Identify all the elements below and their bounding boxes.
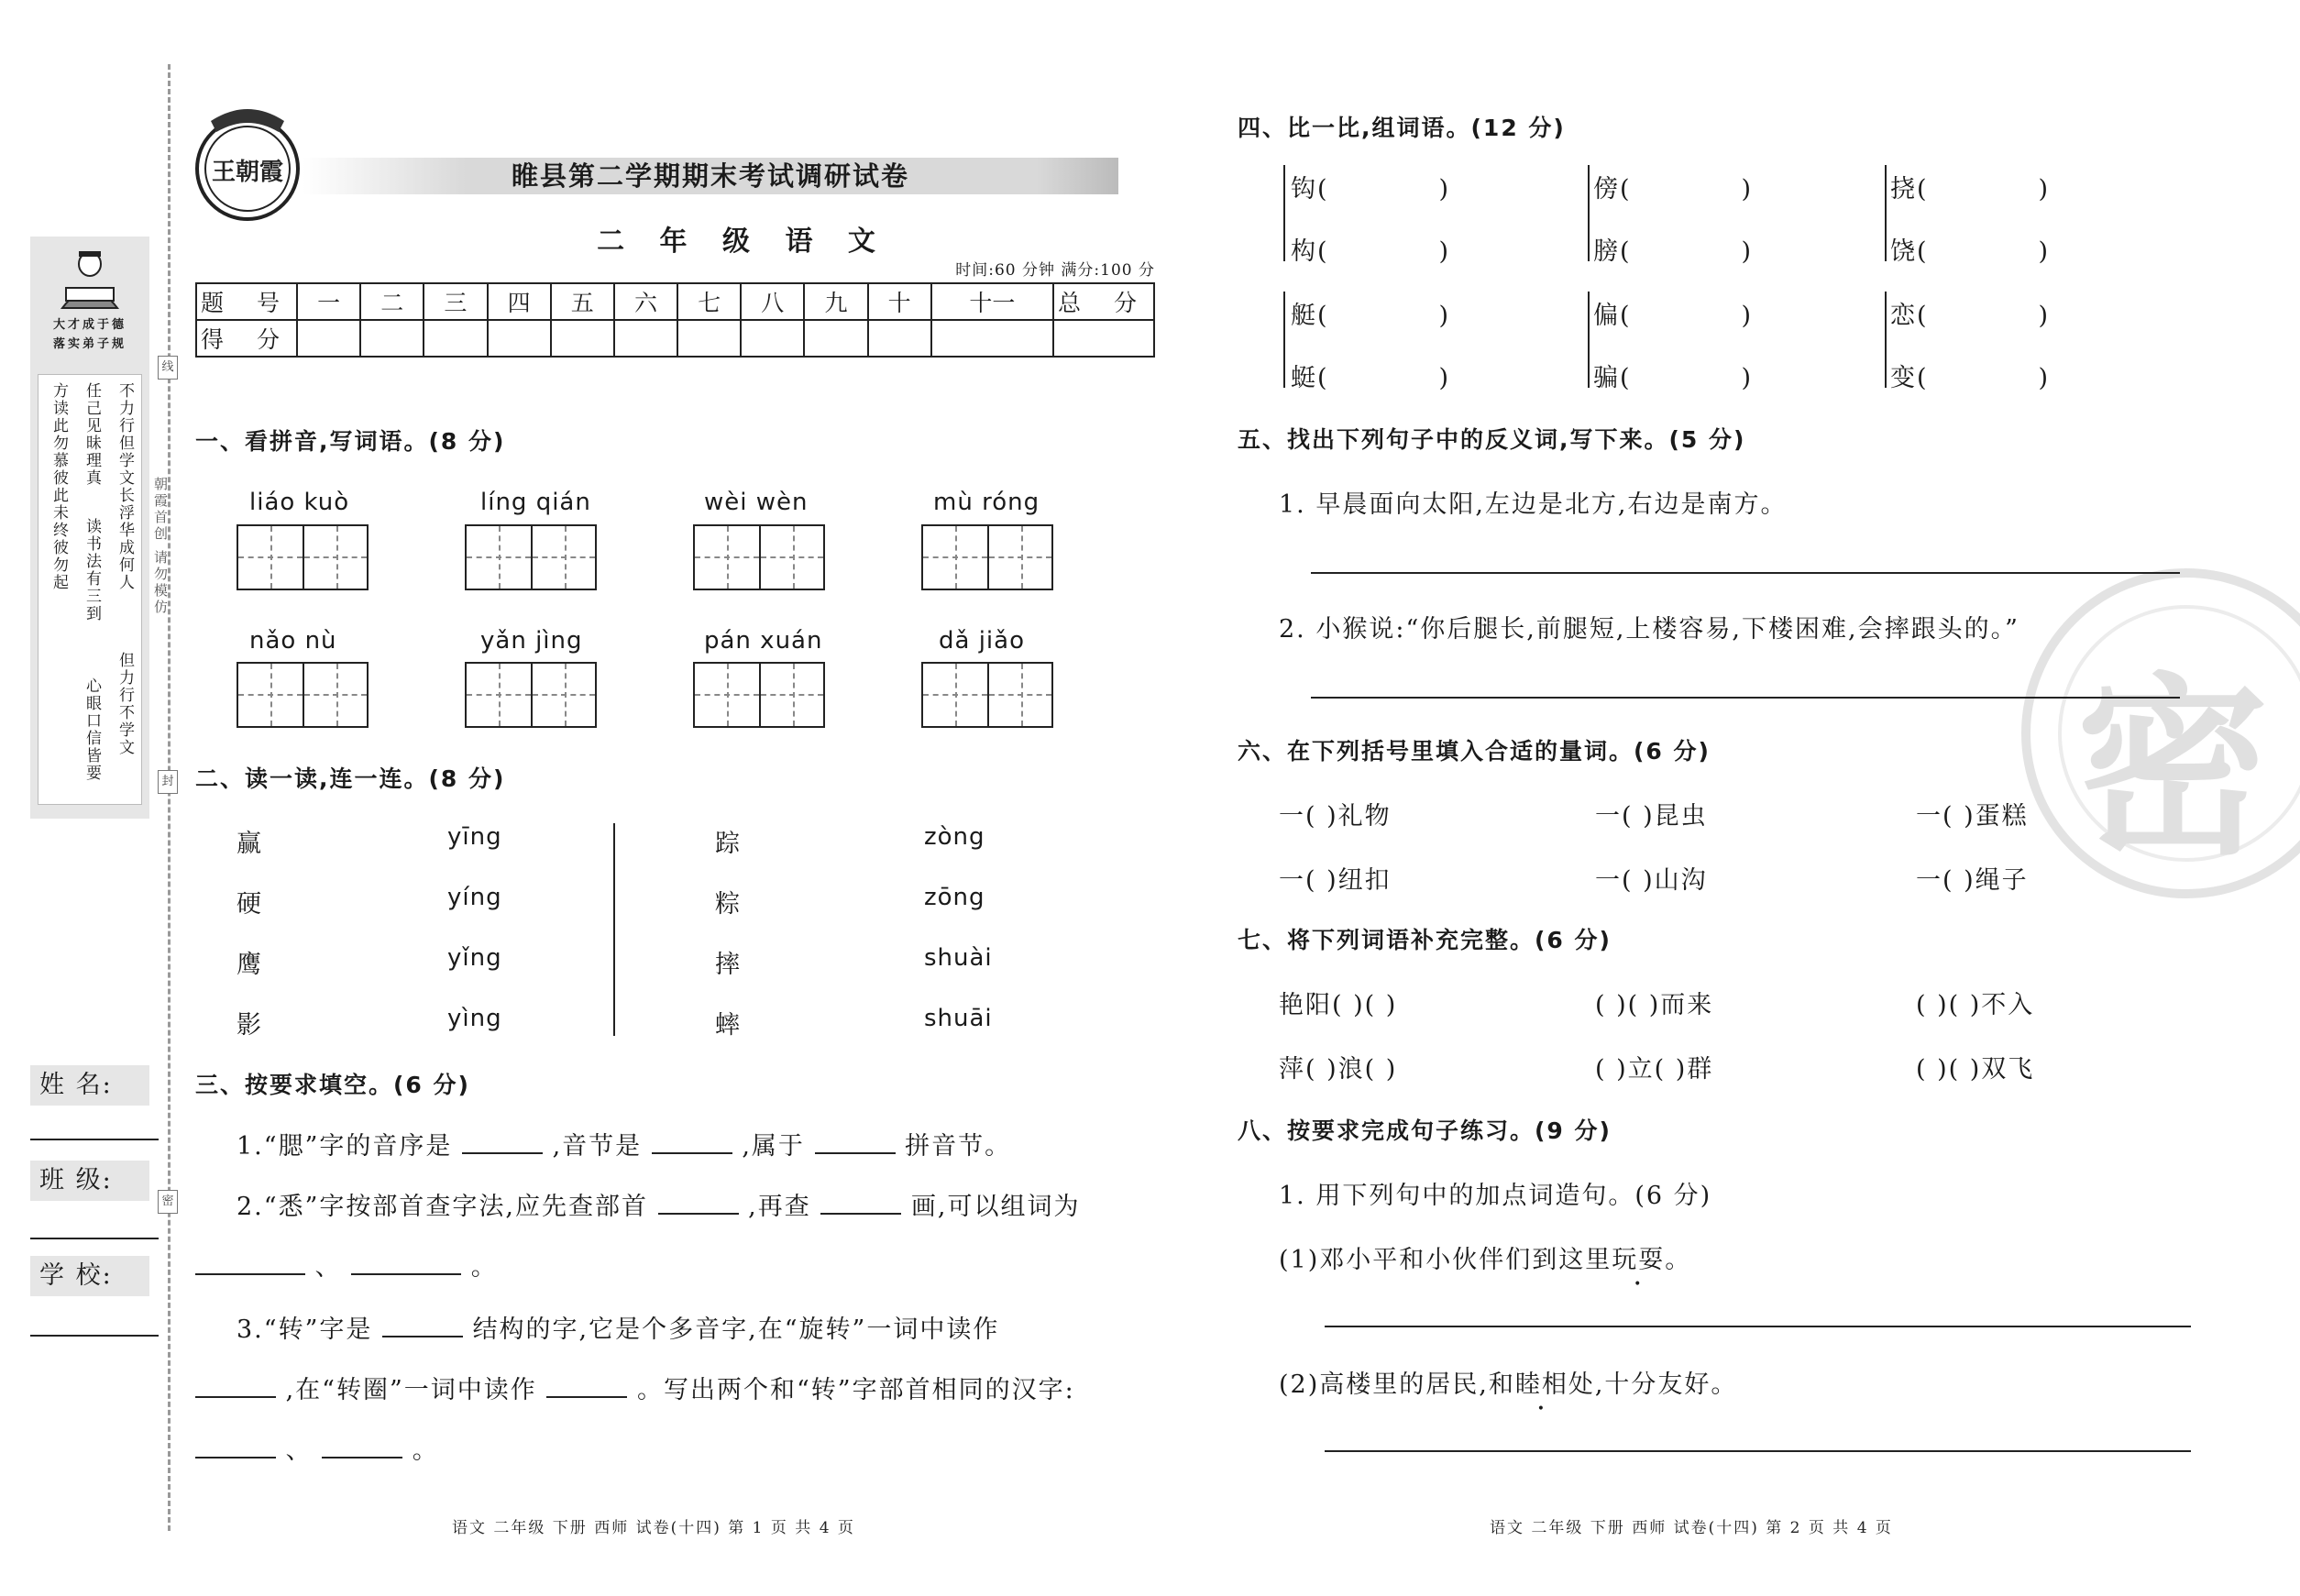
answer-blank[interactable]: [658, 1194, 739, 1215]
fill-question-2: [237, 1186, 1081, 1222]
idiom-item[interactable]: ( )( )双飞: [1916, 1055, 2035, 1084]
score-cell[interactable]: [360, 320, 424, 357]
q3-text-d: 。写出两个和“转”字部首相同的汉字:: [636, 1376, 1075, 1404]
match-pinyin: yíng: [447, 884, 502, 911]
score-cell[interactable]: [297, 320, 360, 357]
answer-line[interactable]: [1325, 1450, 2191, 1452]
paren-close: ): [1741, 364, 1754, 392]
char-a: 钩(: [1291, 175, 1329, 204]
scholar-panel: [30, 237, 149, 819]
measure-word-item[interactable]: 一( )礼物: [1279, 802, 1392, 831]
paren-close: ): [1438, 364, 1451, 392]
match-pinyin: yīng: [447, 823, 502, 851]
q1-text-a: 1.“腮”字的音序是: [237, 1132, 453, 1161]
paren-close: ): [2038, 364, 2051, 392]
group-bracket: [1588, 165, 1590, 261]
word-compare-item: [1890, 295, 2050, 331]
group-bracket: [1885, 292, 1887, 388]
score-table-header: 十: [868, 283, 931, 320]
page-footer-right: 语文 二年级 下册 西师 试卷(十四) 第 2 页 共 4 页: [1490, 1519, 1893, 1537]
group-bracket: [1885, 165, 1887, 261]
measure-word-item[interactable]: 一( )蛋糕: [1916, 802, 2029, 831]
dizigui-col-5: 心眼口信皆要: [83, 677, 101, 782]
match-char: 踪: [715, 830, 742, 858]
q2-text-c: 画,可以组词为: [910, 1193, 1081, 1221]
score-table-header: 五: [551, 283, 614, 320]
q2-separator: 、: [314, 1253, 342, 1282]
pinyin-item: wèi wèn: [704, 489, 809, 516]
pinyin-item: yǎn jìng: [480, 627, 583, 655]
q1-text-b: ,音节是: [552, 1132, 643, 1161]
score-table-score-row: [196, 320, 1154, 357]
paren-close: ): [1438, 237, 1451, 266]
score-cell[interactable]: [868, 320, 931, 357]
section-3-title: 三、按要求填空。(6 分): [195, 1072, 470, 1098]
answer-blank[interactable]: [195, 1378, 276, 1398]
answer-line[interactable]: [1311, 697, 2180, 699]
fill-question-3-cont: [195, 1370, 1075, 1405]
word-compare-item: [1890, 231, 2050, 267]
char-b: 蜓(: [1291, 364, 1329, 392]
q1-text-b: 。: [1665, 1246, 1692, 1274]
char-a: 艇(: [1291, 302, 1329, 330]
score-cell[interactable]: [677, 320, 741, 357]
confidential-stamp: [2021, 568, 2300, 898]
match-char: 蟀: [715, 1011, 742, 1040]
q2-text-a: (2)高楼里的居民,: [1279, 1370, 1489, 1399]
fill-question-3: [237, 1309, 999, 1345]
word-compare-item: [1291, 169, 1450, 204]
q2-text-a: 2.“悉”字按部首查字法,应先查部首: [237, 1193, 648, 1221]
char-a: 傍(: [1593, 175, 1632, 204]
dizigui-col-1: 不力行但学文长浮华成何人: [116, 382, 134, 591]
match-pinyin: zōng: [924, 884, 985, 911]
dizigui-text-box: [38, 374, 142, 805]
answer-blank[interactable]: [820, 1194, 901, 1215]
section-2-title: 二、读一读,连一连。(8 分): [195, 765, 506, 792]
writing-grid[interactable]: [921, 524, 1053, 590]
q3-text-a: 3.“转”字是: [237, 1315, 373, 1344]
motto-line-2: 落实弟子规: [52, 337, 127, 351]
sentence-question-1: [1279, 1239, 1691, 1275]
char-b: 变(: [1890, 364, 1929, 392]
answer-blank[interactable]: [546, 1378, 627, 1398]
idiom-item[interactable]: ( )立( )群: [1595, 1055, 1714, 1084]
score-table-header: 题 号: [196, 283, 297, 320]
q3-end: 。: [412, 1436, 439, 1465]
measure-word-item[interactable]: 一( )昆虫: [1595, 802, 1708, 831]
measure-word-item[interactable]: 一( )纽扣: [1279, 866, 1392, 895]
answer-line[interactable]: [1311, 572, 2180, 574]
motto: [36, 315, 144, 354]
paren-close: ): [1438, 302, 1451, 330]
section-1-title: 一、看拼音,写词语。(8 分): [195, 428, 506, 455]
q3-text-c: ,在“转圈”一词中读作: [285, 1376, 537, 1404]
score-table-header-row: [196, 283, 1154, 320]
paren-close: ): [1741, 237, 1754, 266]
pinyin-item: nǎo nù: [249, 627, 337, 655]
dizigui-col-3: 任己见昧理真: [83, 382, 101, 487]
fill-question-3-end: [195, 1430, 439, 1466]
sentence-question-2: [1279, 1364, 1737, 1400]
writing-grid[interactable]: [921, 662, 1053, 728]
motto-line-1: 大才成于德: [52, 318, 127, 332]
answer-line[interactable]: [1325, 1326, 2191, 1327]
q2-text-b: ,十分友好。: [1594, 1370, 1738, 1399]
score-table-header: 九: [804, 283, 867, 320]
section-8-title: 八、按要求完成句子练习。(9 分): [1238, 1117, 1612, 1144]
paren-close: ): [1741, 175, 1754, 204]
writing-grid[interactable]: [465, 662, 597, 728]
group-bracket: [1283, 165, 1285, 261]
char-b: 构(: [1291, 237, 1329, 266]
measure-word-item[interactable]: 一( )山沟: [1595, 866, 1708, 895]
answer-blank[interactable]: [195, 1438, 276, 1458]
answer-blank[interactable]: [462, 1134, 543, 1154]
q2-text-b: ,再查: [748, 1193, 811, 1221]
score-table-header: 十一: [931, 283, 1053, 320]
match-char: 赢: [237, 830, 263, 858]
group-bracket: [1283, 292, 1285, 388]
pinyin-item: pán xuán: [704, 627, 823, 655]
score-table: [195, 282, 1155, 358]
word-compare-item: [1593, 295, 1753, 331]
writing-grid[interactable]: [237, 524, 369, 590]
paren-close: ): [1438, 175, 1451, 204]
logo-icon: [183, 101, 312, 229]
match-pinyin: yìng: [447, 1005, 502, 1032]
answer-blank[interactable]: [322, 1438, 402, 1458]
score-row-label: 得 分: [196, 320, 297, 357]
q3-text-b: 结构的字,它是个多音字,在“旋转”一词中读作: [472, 1315, 1000, 1344]
antonym-question-2: 2. 小猴说:“你后腿长,前腿短,上楼容易,下楼困难,会摔跟头的。”: [1279, 615, 2019, 644]
sentence-subtitle: 1. 用下列句中的加点词造句。(6 分): [1279, 1182, 1712, 1210]
score-cell[interactable]: [741, 320, 804, 357]
word-compare-item: [1291, 358, 1450, 393]
idiom-item[interactable]: ( )( )不入: [1916, 991, 2035, 1019]
seal-mark-feng: 封: [158, 770, 178, 794]
section-4-title: 四、比一比,组词语。(12 分): [1238, 115, 1566, 141]
dizigui-col-4: 读书法有三到: [83, 518, 101, 622]
writing-grid[interactable]: [237, 662, 369, 728]
copyright-vertical-text: 朝霞首创 请勿模仿: [152, 477, 169, 616]
idiom-item[interactable]: 萍( )浪( ): [1279, 1055, 1398, 1084]
pinyin-item: líng qián: [480, 489, 591, 516]
paren-close: ): [2038, 302, 2051, 330]
char-a: 恋(: [1890, 302, 1929, 330]
score-cell[interactable]: [804, 320, 867, 357]
section-6-title: 六、在下列括号里填入合适的量词。(6 分): [1238, 738, 1711, 765]
pinyin-item: dǎ jiǎo: [939, 627, 1025, 655]
q1-text-d: 拼音节。: [905, 1132, 1012, 1161]
match-char: 影: [237, 1011, 263, 1040]
exam-title: 睢县第二学期期末考试调研试卷: [511, 160, 909, 192]
school-label: 学 校:: [30, 1256, 149, 1296]
measure-word-item[interactable]: 一( )绳子: [1916, 866, 2029, 895]
scholar-icon: [53, 248, 127, 312]
paren-close: ): [2038, 175, 2051, 204]
stamp-char: 密: [2076, 656, 2270, 881]
word-compare-item: [1593, 169, 1753, 204]
answer-blank[interactable]: [195, 1255, 305, 1275]
score-cell[interactable]: [551, 320, 614, 357]
word-compare-item: [1291, 295, 1450, 331]
word-compare-item: [1593, 231, 1753, 267]
score-table-header: 二: [360, 283, 424, 320]
name-label: 姓 名:: [30, 1065, 149, 1106]
word-compare-item: [1291, 231, 1450, 267]
score-table-header: 四: [488, 283, 551, 320]
subject-title: 二 年 级 语 文: [597, 226, 888, 258]
idiom-item[interactable]: 艳阳( )( ): [1279, 991, 1398, 1019]
word-compare-item: [1890, 358, 2050, 393]
answer-blank[interactable]: [652, 1134, 732, 1154]
score-table-header: 六: [614, 283, 677, 320]
answer-blank[interactable]: [815, 1134, 896, 1154]
score-cell[interactable]: [424, 320, 487, 357]
group-bracket: [1588, 292, 1590, 388]
fill-question-1: [237, 1126, 1011, 1161]
match-char: 鹰: [237, 951, 263, 979]
score-cell[interactable]: [931, 320, 1053, 357]
score-table-header: 一: [297, 283, 360, 320]
time-info: 时间:60 分钟 满分:100 分: [955, 261, 1155, 280]
q1-text-c: ,属于: [742, 1132, 805, 1161]
score-table-header: 八: [741, 283, 804, 320]
pinyin-item: mù róng: [933, 489, 1040, 516]
match-pinyin: shuāi: [924, 1005, 993, 1032]
char-b: 膀(: [1593, 237, 1632, 266]
dizigui-col-2: 但力行不学文: [116, 652, 134, 756]
match-char: 粽: [715, 890, 742, 919]
match-char: 硬: [237, 890, 263, 919]
answer-blank[interactable]: [382, 1317, 463, 1337]
q3-separator: 、: [285, 1436, 313, 1465]
page-footer-left: 语文 二年级 下册 西师 试卷(十四) 第 1 页 共 4 页: [452, 1519, 855, 1537]
seal-mark-xian: 线: [158, 356, 178, 380]
word-compare-item: [1593, 358, 1753, 393]
dizigui-col-6: 方读此勿慕彼此未终彼勿起: [50, 382, 68, 591]
divider-line: [613, 823, 615, 1036]
dotted-word: 玩耍: [1612, 1246, 1666, 1274]
q2-end: 。: [470, 1253, 498, 1282]
fill-question-2-cont: [195, 1247, 498, 1282]
pinyin-item: liáo kuò: [249, 489, 350, 516]
char-b: 饶(: [1890, 237, 1929, 266]
char-a: 挠(: [1890, 175, 1929, 204]
class-field[interactable]: [30, 1238, 159, 1239]
writing-grid[interactable]: [693, 662, 825, 728]
paren-close: ): [1741, 302, 1754, 330]
score-table-header: 三: [424, 283, 487, 320]
section-5-title: 五、找出下列句子中的反义词,写下来。(5 分): [1238, 426, 1746, 453]
score-cell[interactable]: [488, 320, 551, 357]
antonym-question-1: 1. 早晨面向太阳,左边是北方,右边是南方。: [1279, 490, 1788, 519]
match-pinyin: yǐng: [447, 944, 502, 972]
cut-line: [168, 64, 171, 1531]
match-char: 摔: [715, 951, 742, 979]
score-cell[interactable]: [1053, 320, 1154, 357]
section-7-title: 七、将下列词语补充完整。(6 分): [1238, 927, 1612, 953]
q1-text-a: (1)邓小平和小伙伴们到这里: [1279, 1246, 1612, 1274]
word-compare-item: [1890, 169, 2050, 204]
seal-mark-mi: 密: [158, 1190, 178, 1214]
paren-close: ): [2038, 237, 2051, 266]
char-b: 骗(: [1593, 364, 1632, 392]
class-label: 班 级:: [30, 1161, 149, 1201]
dotted-word: 和睦相处: [1488, 1370, 1595, 1399]
answer-blank[interactable]: [351, 1255, 461, 1275]
score-table-header: 七: [677, 283, 741, 320]
score-table-header: 总 分: [1053, 283, 1154, 320]
match-pinyin: zòng: [924, 823, 985, 851]
match-pinyin: shuài: [924, 944, 993, 972]
score-cell[interactable]: [614, 320, 677, 357]
name-field[interactable]: [30, 1139, 159, 1140]
school-field[interactable]: [30, 1335, 159, 1337]
writing-grid[interactable]: [465, 524, 597, 590]
logo-text: 王朝霞: [211, 159, 284, 186]
idiom-item[interactable]: ( )( )而来: [1595, 991, 1714, 1019]
char-a: 偏(: [1593, 302, 1632, 330]
writing-grid[interactable]: [693, 524, 825, 590]
